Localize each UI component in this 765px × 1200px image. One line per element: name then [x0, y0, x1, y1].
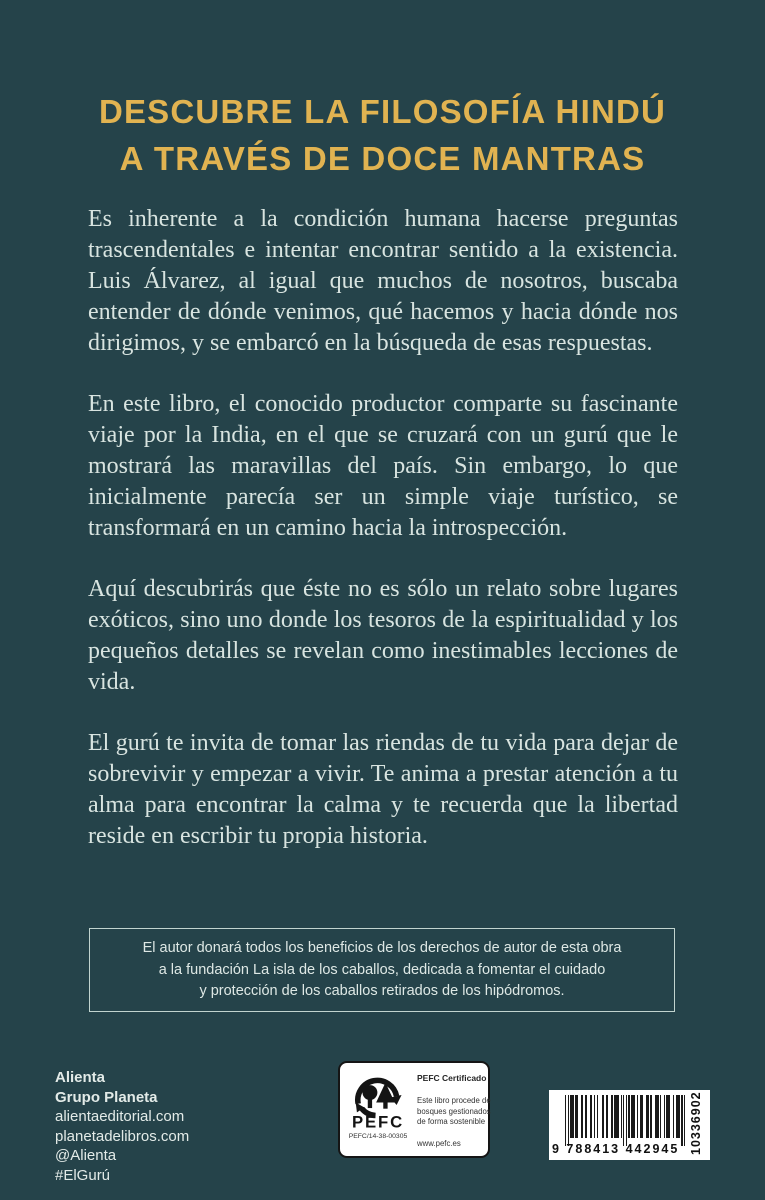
donation-note-line-2: a la fundación La isla de los caballos, dedicada a fomentar el cuidado [158, 961, 606, 978]
headline-line-1: DESCUBRE LA FILOSOFÍA HINDÚ [98, 93, 667, 130]
pefc-wordmark: PEFC [351, 1112, 405, 1130]
pefc-license-number: PEFC/14-38-00305 [348, 1133, 408, 1140]
pefc-title: PEFC Certificado [417, 1073, 487, 1083]
donation-note-line-3: y protección de los caballos retirados de los hipódromos. [199, 983, 565, 999]
publisher-block [55, 1068, 189, 1185]
pefc-text-column [409, 1070, 495, 1151]
pefc-certification-label [338, 1061, 490, 1158]
barcode-module [684, 1095, 685, 1146]
synopsis-paragraph-2: En este libro, el conocido productor comparte su fascinante viaje por la India, en el que se cruzará con un gurú que le mostrará las maravillas del país. Sin embargo, lo que inicialmente parecía ser un simple viaje turístico, se transformará en un camino hacia la introspección. [88, 391, 678, 541]
publisher-group: Grupo Planeta [55, 1088, 158, 1106]
headline [0, 88, 765, 182]
publisher-website-2: planetadelibros.com [55, 1127, 190, 1145]
barcode-label [549, 1090, 710, 1160]
synopsis-paragraph-4: El gurú te invita de tomar las riendas de tu vida para dejar de sobrevivir y empezar a vivir. Te anima a prestar atención a tu alma para encontrar la calma y te recuerda que la libertad reside en escribir tu propia historia. [88, 730, 678, 849]
pefc-description: Este libro procede de bosques gestionados de forma sostenible [417, 1096, 491, 1126]
donation-note-box [89, 928, 675, 1012]
synopsis [88, 204, 678, 882]
synopsis-paragraph-3: Aquí descubrirás que éste no es sólo un relato sobre lugares exóticos, sino uno donde los tesoros de la espiritualidad y los pequeños detalles se revelan como inestimables lecciones de vida. [88, 576, 678, 695]
barcode-bars [565, 1095, 685, 1146]
barcode-isbn-digits: 9 788413 442945 [552, 1142, 680, 1156]
publisher-brand: Alienta [55, 1069, 106, 1086]
donation-note-line-1: El autor donará todos los beneficios de los derechos de autor de esta obra [142, 940, 622, 956]
pefc-website: www.pefc.es [417, 1138, 461, 1148]
headline-line-2: A TRAVÉS DE DOCE MANTRAS [119, 140, 646, 177]
publisher-social-handle: @Alienta [55, 1147, 117, 1164]
synopsis-paragraph-1: Es inherente a la condición humana hacerse preguntas trascendentales e intentar encontrar sentido a la existencia. Luis Álvarez, al igual que muchos de nosotros, buscaba entender de dónde venimos, qué hacemos y hacia dónde nos dirigimos, y se embarcó en la búsqueda de esas respuestas. [88, 206, 678, 356]
pefc-logo-column [347, 1070, 409, 1151]
pefc-logo-icon [347, 1070, 409, 1130]
publisher-website-1: alientaeditorial.com [55, 1108, 185, 1125]
publisher-hashtag: #ElGurú [55, 1166, 111, 1184]
barcode-product-code: 10336902 [689, 1091, 703, 1155]
